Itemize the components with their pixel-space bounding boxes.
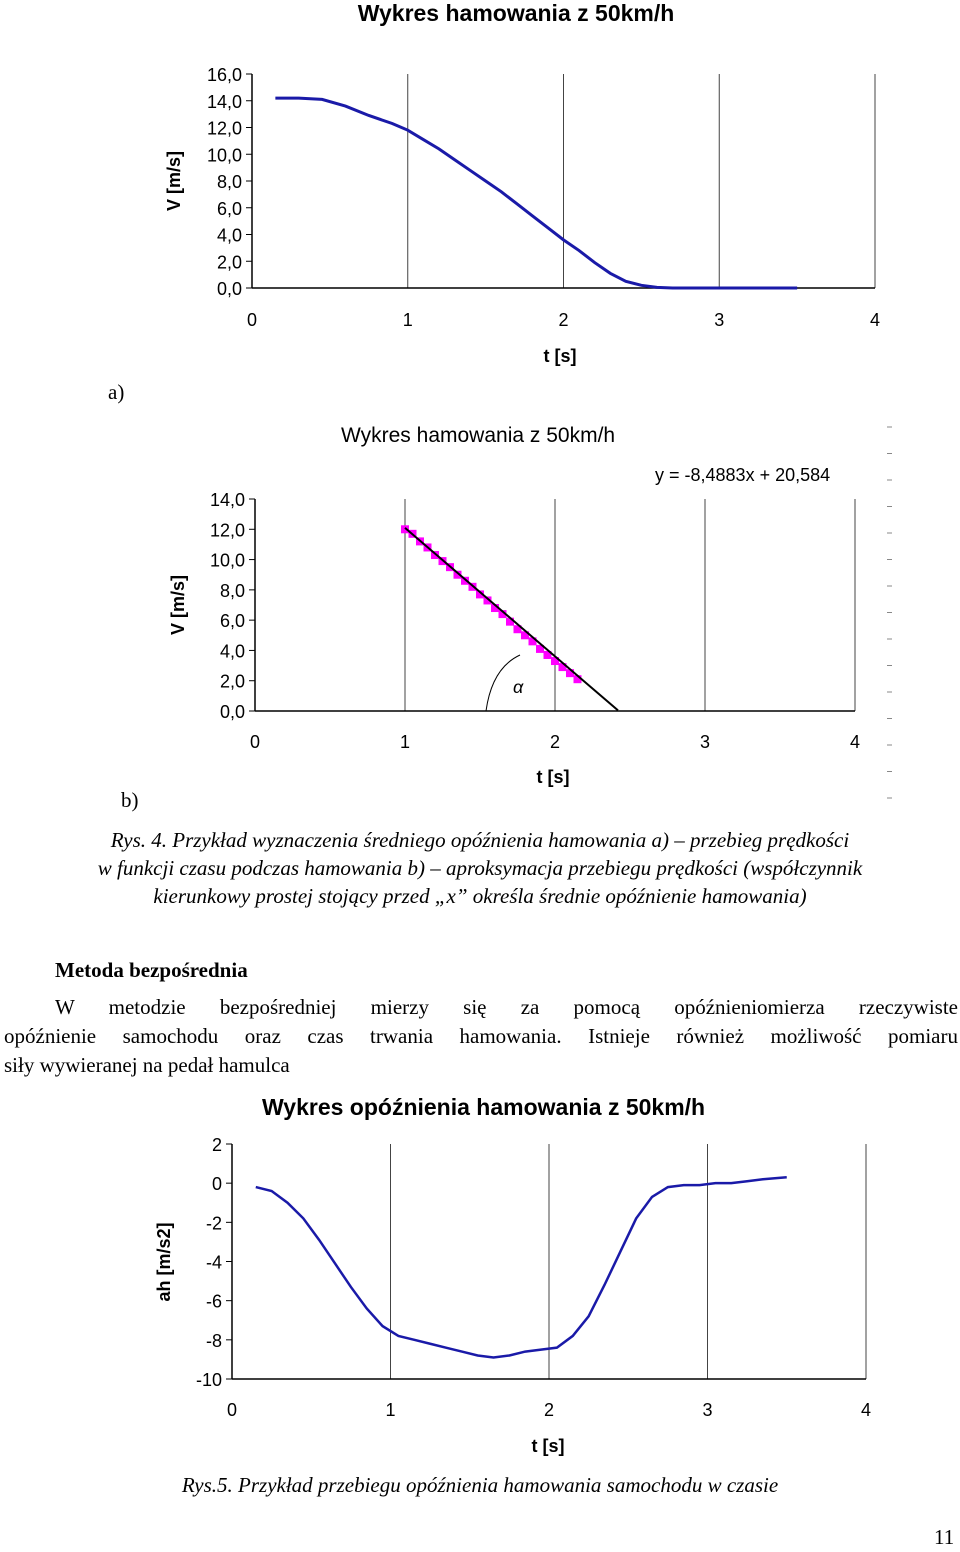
y-tick-label: 6,0 [219, 611, 245, 632]
y-axis-label: ah [m/s2] [154, 1222, 174, 1302]
y-tick-label: 10,0 [206, 145, 242, 166]
x-tick-label: 0 [246, 310, 258, 330]
x-tick-label: 4 [860, 1400, 872, 1420]
x-tick-label: 2 [549, 732, 561, 752]
trendline [405, 528, 618, 711]
y-tick-label: 14,0 [206, 91, 242, 112]
chart-c-title: Wykres opóźnienia hamowania z 50km/h [262, 1094, 706, 1120]
y-tick-label: 14,0 [209, 490, 245, 510]
section-paragraph [4, 993, 958, 1080]
panel-a-label: a) [108, 380, 125, 404]
y-tick-label: 2 [211, 1135, 222, 1155]
y-tick-label: 12,0 [206, 118, 242, 139]
page-number: 11 [934, 1525, 955, 1549]
x-tick-label: 3 [714, 310, 725, 330]
x-axis-label: t [s] [531, 1436, 565, 1456]
x-tick-label: 0 [226, 1400, 238, 1420]
x-tick-label: 4 [869, 310, 881, 330]
y-tick-label: -4 [205, 1252, 222, 1273]
caption-line: kierunkowy prostej stojący przed „x” określa średnie opóźnienie hamowania) [153, 884, 807, 908]
paragraph-line: siły wywieranej na pedał hamulca [4, 1053, 290, 1077]
y-axis-label: V [m/s] [168, 574, 188, 636]
y-tick-label: 0 [211, 1174, 222, 1195]
panel-b-label: b) [121, 788, 139, 812]
y-tick-label: 6,0 [216, 198, 242, 219]
chart-a-title: Wykres hamowania z 50km/h [357, 0, 675, 26]
x-tick-label: 1 [399, 732, 411, 752]
y-tick-label: 4,0 [219, 641, 245, 662]
x-axis-label: t [s] [536, 767, 570, 787]
paragraph-line: opóźnienie samochodu oraz czas trwania hamowania. Istnieje również możliwość pomiaru [4, 1024, 958, 1048]
alpha-label: α [513, 677, 524, 697]
y-tick-label: -8 [205, 1330, 222, 1351]
x-tick-label: 3 [699, 732, 711, 752]
y-tick-label: 2,0 [216, 252, 242, 273]
x-axis-label: t [s] [543, 346, 577, 366]
y-tick-label: 2,0 [219, 671, 245, 692]
y-tick-label: 0,0 [216, 279, 242, 299]
figure-5-caption: Rys.5. Przykład przebiegu opóźnienia hamowania samochodu w czasie [181, 1473, 779, 1497]
y-tick-label: -2 [205, 1213, 222, 1234]
x-tick-label: 4 [849, 732, 861, 752]
y-tick-label: 16,0 [206, 65, 242, 85]
x-tick-label: 1 [402, 310, 413, 330]
trendline-equation: y = -8,4883x + 20,584 [655, 465, 831, 485]
x-tick-label: 3 [702, 1400, 713, 1420]
chart-b-title: Wykres hamowania z 50km/h [341, 424, 616, 447]
x-tick-label: 0 [249, 732, 261, 752]
x-tick-label: 1 [385, 1400, 396, 1420]
paragraph-line: W metodzie bezpośredniej mierzy się za pomocą opóźnieniomierza rzeczywiste [55, 995, 958, 1019]
y-tick-label: 8,0 [219, 580, 245, 601]
figure-4-caption [0, 826, 960, 910]
y-tick-label: -10 [195, 1370, 222, 1390]
caption-line: w funkcji czasu podczas hamowania b) – aproksymacja przebiegu prędkości (współczynnik [97, 856, 863, 880]
y-tick-label: 8,0 [216, 172, 242, 192]
chart-c [0, 1100, 960, 1470]
x-tick-label: 2 [543, 1400, 555, 1420]
section-heading: Metoda bezpośrednia [55, 958, 248, 982]
y-tick-label: -6 [205, 1291, 222, 1312]
y-tick-label: 0,0 [219, 702, 245, 722]
y-tick-label: 12,0 [209, 520, 245, 541]
y-axis-label: V [m/s] [164, 150, 184, 212]
x-tick-label: 2 [558, 310, 569, 330]
caption-line: Rys. 4. Przykład wyznaczenia średniego opóźnienia hamowania a) – przebieg prędkości [110, 828, 850, 852]
y-tick-label: 10,0 [209, 550, 245, 571]
y-tick-label: 4,0 [216, 225, 242, 246]
